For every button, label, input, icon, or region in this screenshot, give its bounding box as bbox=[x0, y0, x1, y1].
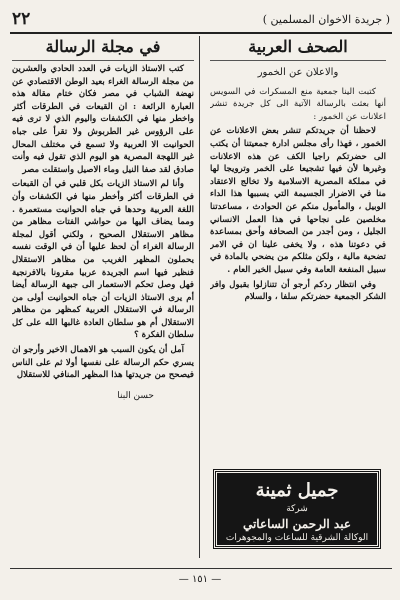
page-number: ٢٢ bbox=[12, 9, 31, 29]
column-divider bbox=[199, 36, 200, 558]
ad-company-name: عبد الرحمن الساعاتي bbox=[242, 517, 352, 531]
article-paragraph: كتب الاستاذ الزيات في العدد الحادي والعشرين من مجلة الرسالة الغراء بعيد الوطن الاقتصادي عن نهضة الشباب في مصر فكان ختام مقالة هذه العبارة الرائعة : ان القبعات في الطرقات أكثر واخطر منها في الكشفات واليوم الذي لا ترى فيه على الرؤوس غير الطربوش ولا تقرأ على جباه الحوانيت الا العربية ولا تسمع في مختلف المحال غير اللهجة المصرية هو اليوم الذي تقول فيه وأنت صادق لقد صفا النيل وماء الاصيل واستقلت مصر bbox=[12, 64, 194, 175]
advertisement-box bbox=[214, 470, 380, 548]
article-paragraph: كتبت الينا جمعية منع المسكرات في السويس أنها بعثت بالرسالة الآتية الى كل جريدة تنشر اعلانات عن الخمور : bbox=[210, 86, 386, 122]
article-paragraph: آمل أن يكون السبب هو الاهمال الاخير وأرجو ان يسري حكم الرسالة على نفسها أولا ثم على الناس فيصحح من جريدتها هذا المظهر المنافي للاستقلال bbox=[12, 345, 194, 381]
ad-line: شركة bbox=[286, 504, 308, 514]
article-title: الصحف العربية bbox=[210, 36, 386, 61]
page-folio: — ١٥١ — bbox=[178, 574, 222, 585]
footer-rule bbox=[10, 568, 392, 569]
publication-title: ( جريدة الاخوان المسلمين ) bbox=[262, 12, 390, 26]
ad-line: الوكالة الشرقية للساعات والمجوهرات bbox=[225, 533, 369, 543]
header-rule bbox=[10, 32, 392, 34]
article-paragraph: لاحظنا أن جريدتكم تنشر بعض الاعلانات عن الخمور ، فهذا رأى مجلس ادارة جمعيتنا أن يكتب الى حضرتكم راجيا الكف عن هذه الاعلانات وغيرها لأن فيها تشجيعا على الخمر وترويجا لها في مملكة المصرية الاسلامية ولا تخالج الاعتقاد منا في الاضرار الجسيمة التي يسببها هذا الداء الوبيل ، والمأمول منكم عن الحوادث ، مساعدتنا مخلصين على نجاحها في هذا العمل الانساني الجليل ، ومن أجدر من الصحافة وأحق بمساعدة في دعوتنا هذه ، ولا يخفى علينا ان في الامر تضحية مالية ، ولكن مثلكم من يضحي بالمادة في سبيل المنفعة العامة وفي سبيل الخير العام . bbox=[210, 126, 386, 275]
article-subtitle: والاعلان عن الخمور bbox=[257, 67, 339, 78]
page-header bbox=[12, 8, 390, 30]
article-al-risala bbox=[12, 36, 194, 556]
author-signature: حسن البنا bbox=[117, 390, 154, 401]
ad-headline: جميل ثمينة bbox=[255, 480, 339, 501]
article-paragraph: وفي انتظار ردكم أرجو أن تتنازلوا بقبول وافر الشكر الجمعية حضرتكم سلفا ، والسلام bbox=[210, 279, 386, 303]
article-title: في مجلة الرسالة bbox=[12, 36, 194, 61]
article-paragraph: وأنا لم الاستاذ الزيات بكل قلبي في أن القبعات في الطرقات أكثر وأخطر منها في الكشفات وأن اللغة العربية وحدها في جباه الحوانيت مستعمرة . ومما يضاف اليها من حواشي الفتات مظاهر من مظاهر الاستقلال الصحيح ، ولكني أقول لمجلة الرسالة الغراء أن لحظ عليها أن في الوقت نفسه يحملون المظهر الغريب من مظاهر الاستقلال فنظير فيها اسم الجريدة عربيا مقرونا بالافرنجية فهل وصل تحكم الاستعمار الى جبهة الرسالة أيضا أم يرى الاستاذ الزيات أن جباه الحوانيت أولى من الرسالة في الاستقلال العربية كمظهر من مظاهر الاستقلال أم هو سلطان العادة غالبها الله على كل سلطان الفكرة ؟ bbox=[12, 179, 194, 341]
